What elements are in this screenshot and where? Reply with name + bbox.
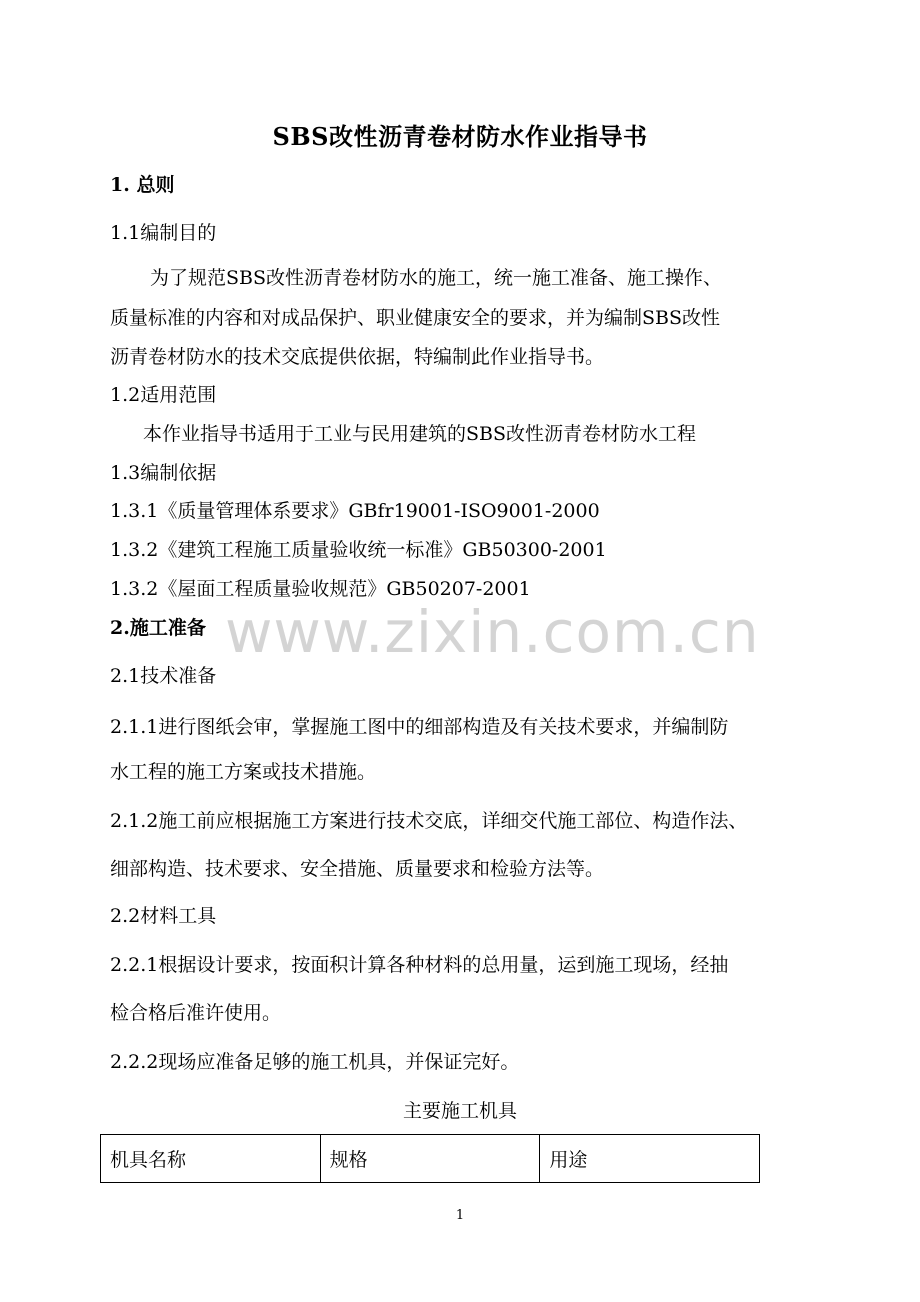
table-header-cell: 规格	[320, 1135, 540, 1183]
watermark-text: www.zixin.com.cn	[225, 598, 760, 666]
section-heading-general: 1. 总则	[110, 174, 175, 196]
tools-table	[100, 1134, 760, 1183]
table-header-cell: 用途	[540, 1135, 760, 1183]
paragraph-line: 2.1.1进行图纸会审，掌握施工图中的细部构造及有关技术要求，并编制防	[110, 716, 729, 738]
document-title: SBS改性沥青卷材防水作业指导书	[272, 122, 648, 151]
paragraph-line: 2.2.2现场应准备足够的施工机具，并保证完好。	[110, 1051, 520, 1073]
table-caption: 主要施工机具	[402, 1100, 517, 1122]
reference-item: 1.3.1《质量管理体系要求》GBfr19001-ISO9001-2000	[110, 500, 600, 522]
page-number: 1	[455, 1208, 465, 1223]
reference-item: 1.3.2《屋面工程质量验收规范》GB50207-2001	[110, 578, 531, 600]
paragraph-line: 沥青卷材防水的技术交底提供依据，特编制此作业指导书。	[110, 346, 605, 368]
subsection-heading-technical: 2.1技术准备	[110, 665, 217, 687]
section-heading-preparation: 2.施工准备	[110, 617, 206, 639]
paragraph-line: 2.2.1根据设计要求，按面积计算各种材料的总用量，运到施工现场，经抽	[110, 954, 729, 976]
subsection-heading-materials: 2.2材料工具	[110, 905, 217, 927]
paragraph-line: 检合格后准许使用。	[110, 1002, 282, 1024]
paragraph-line: 细部构造、技术要求、安全措施、质量要求和检验方法等。	[110, 858, 605, 880]
subsection-heading-scope: 1.2适用范围	[110, 384, 217, 406]
reference-item: 1.3.2《建筑工程施工质量验收统一标准》GB50300-2001	[110, 539, 607, 561]
subsection-heading-purpose: 1.1编制目的	[110, 222, 217, 244]
paragraph-line: 为了规范SBS改性沥青卷材防水的施工，统一施工准备、施工操作、	[150, 267, 722, 289]
table-header-cell: 机具名称	[101, 1135, 321, 1183]
paragraph-line: 2.1.2施工前应根据施工方案进行技术交底，详细交代施工部位、构造作法、	[110, 810, 748, 832]
subsection-heading-basis: 1.3编制依据	[110, 462, 217, 484]
table-header-row	[101, 1135, 760, 1183]
paragraph-line: 质量标准的内容和对成品保护、职业健康安全的要求，并为编制SBS改性	[110, 307, 720, 329]
paragraph-line: 本作业指导书适用于工业与民用建筑的SBS改性沥青卷材防水工程	[143, 423, 696, 445]
paragraph-line: 水工程的施工方案或技术措施。	[110, 761, 377, 783]
